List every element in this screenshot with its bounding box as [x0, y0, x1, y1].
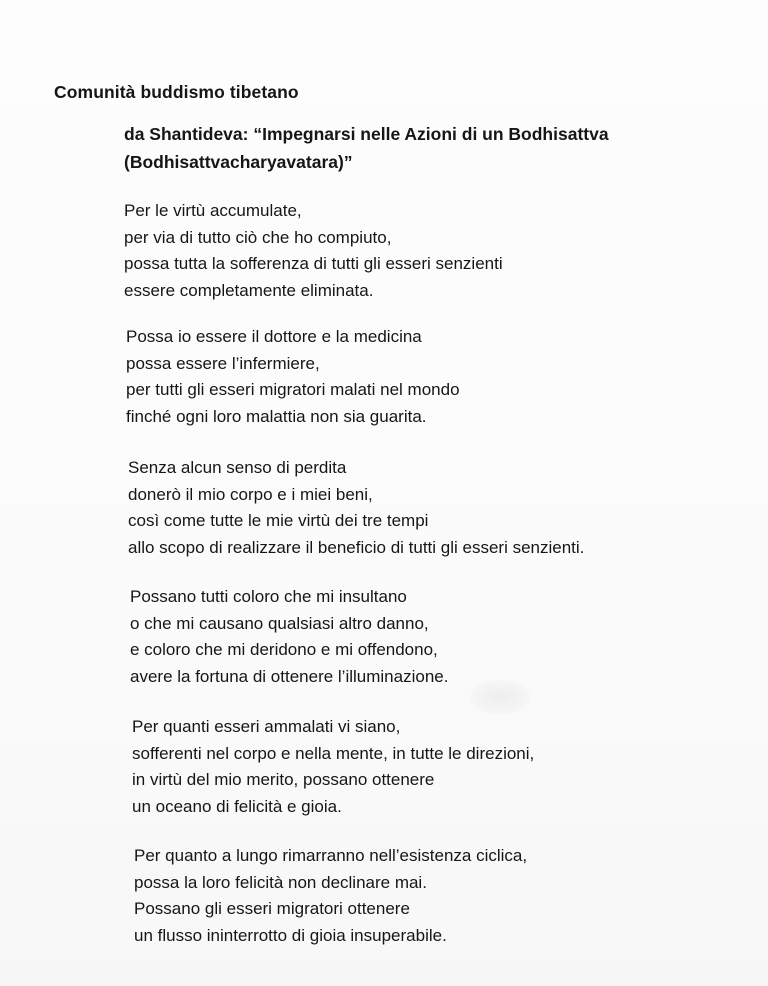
verse-line: per via di tutto ciò che ho compiuto,	[124, 227, 392, 247]
stanza-3	[128, 455, 584, 561]
verse-line: possa essere l’infermiere,	[126, 353, 320, 373]
verse-line: possa tutta la sofferenza di tutti gli esseri senzienti	[124, 254, 503, 273]
stanza-1	[124, 198, 503, 304]
verse-line: un oceano di felicità e gioia.	[132, 796, 342, 816]
verse-line: Possa io essere il dottore e la medicina	[126, 327, 422, 346]
verse-line: Possano tutti coloro che mi insultano	[130, 587, 407, 606]
verse-line: avere la fortuna di ottenere l’illuminazione.	[130, 666, 449, 686]
verse-line: essere completamente eliminata.	[124, 280, 374, 300]
verse-line: in virtù del mio merito, possano ottenere	[132, 770, 435, 789]
verse-line: donerò il mio corpo e i miei beni,	[128, 484, 373, 504]
verse-line: possa la loro felicità non declinare mai.	[134, 872, 427, 892]
verse-line: e coloro che mi deridono e mi offendono,	[130, 640, 438, 659]
verse-line: o che mi causano qualsiasi altro danno,	[130, 613, 429, 633]
verse-line: per tutti gli esseri migratori malati nel mondo	[126, 380, 460, 399]
subtitle-line: da Shantideva: “Impegnarsi nelle Azioni di un Bodhisattva	[124, 124, 609, 144]
verse-line: Per quanto a lungo rimarranno nell’esistenza ciclica,	[134, 846, 528, 865]
verse-line: sofferenti nel corpo e nella mente, in tutte le direzioni,	[132, 743, 535, 763]
subtitle-line: (Bodhisattvacharyavatara)”	[124, 152, 353, 172]
verse-line: Per quanti esseri ammalati vi siano,	[132, 717, 401, 736]
verse-line: Per le virtù accumulate,	[124, 201, 302, 220]
document-subtitle	[124, 120, 684, 176]
stanza-5	[132, 714, 534, 820]
stanza-6	[134, 843, 527, 949]
document-header: Comunità buddismo tibetano	[54, 82, 299, 102]
stanza-4	[130, 584, 448, 690]
verse-line: Possano gli esseri migratori ottenere	[134, 899, 410, 918]
verse-line: un flusso ininterrotto di gioia insuperabile.	[134, 925, 447, 945]
stanza-2	[126, 324, 460, 430]
verse-line: allo scopo di realizzare il beneficio di tutti gli esseri senzienti.	[128, 537, 585, 557]
verse-line: così come tutte le mie virtù dei tre tempi	[128, 511, 429, 530]
verse-line: Senza alcun senso di perdita	[128, 458, 347, 477]
verse-line: finché ogni loro malattia non sia guarita.	[126, 406, 427, 426]
paper-smudge	[470, 680, 530, 714]
